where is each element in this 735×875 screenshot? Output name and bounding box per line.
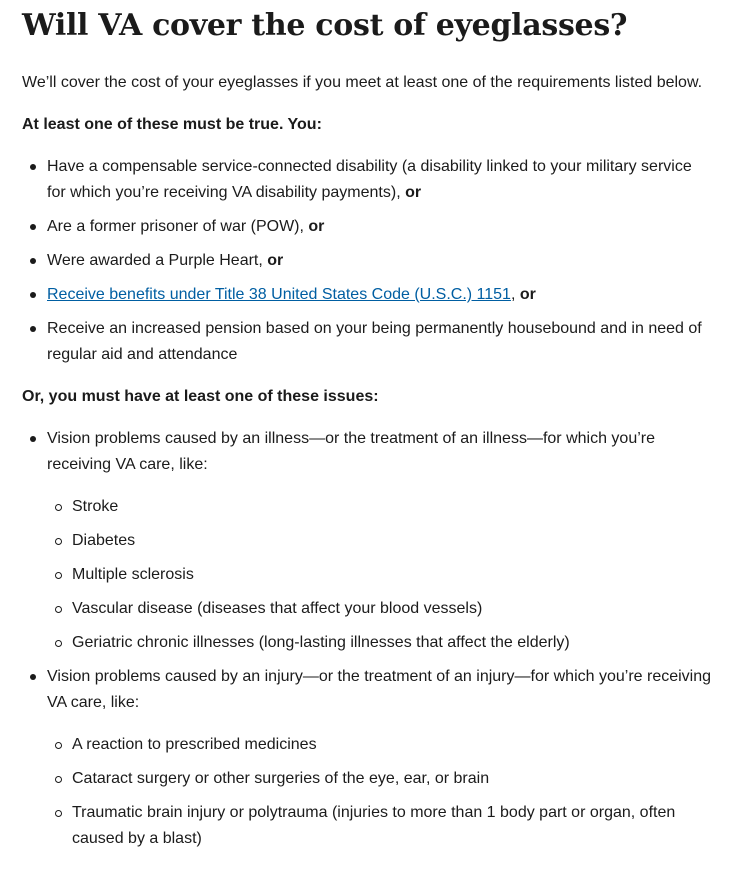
list-item (47, 214, 713, 240)
sub-list-item: Geriatric chronic illnesses (long-lasting illnesses that affect the elderly) (72, 630, 713, 656)
or-conjunction: or (519, 286, 536, 303)
or-conjunction: or (267, 252, 284, 269)
sub-list-item: Cataract surgery or other surgeries of the eye, ear, or brain (72, 766, 713, 792)
intro-text: We’ll cover the cost of your eyeglasses if you meet at least one of the requirements listed below. (22, 74, 703, 91)
list-item (47, 316, 713, 368)
list-item (47, 664, 713, 852)
sub-list-item: A reaction to prescribed medicines (72, 732, 713, 758)
sub-list-item: Vascular disease (diseases that affect your blood vessels) (72, 596, 713, 622)
illness-examples-list (47, 494, 713, 656)
requirements-list (22, 154, 713, 368)
page-title: Will VA cover the cost of eyeglasses? (22, 8, 628, 43)
or-conjunction: or (308, 218, 325, 235)
title-38-usc-1151-link[interactable]: Receive benefits under Title 38 United States Code (U.S.C.) 1151 (47, 286, 511, 303)
sub-list-item: Stroke (72, 494, 713, 520)
list-item (47, 282, 713, 308)
list-item (47, 426, 713, 656)
list-item-text: Receive an increased pension based on your being permanently housebound and in need of regular aid and attendance (47, 320, 702, 363)
injury-examples-list (47, 732, 713, 852)
sub-list-item: Diabetes (72, 528, 713, 554)
list-item (47, 154, 713, 206)
sub-list-item: Multiple sclerosis (72, 562, 713, 588)
issues-list (22, 426, 713, 852)
requirements-label: At least one of these must be true. You: (22, 116, 322, 133)
list-item-text: Were awarded a Purple Heart, (47, 252, 268, 269)
list-item (47, 248, 713, 274)
list-item-text: Vision problems caused by an injury—or the treatment of an injury—for which you’re receiving VA care, like: (47, 668, 712, 711)
list-item-text: Have a compensable service-connected disability (a disability linked to your military service for which you’re receiving VA disability payments), (47, 158, 692, 201)
list-item-text: Are a former prisoner of war (POW), (47, 218, 309, 235)
list-item-text: Vision problems caused by an illness—or the treatment of an illness—for which you’re receiving VA care, like: (47, 430, 655, 473)
list-item-text: , (510, 286, 520, 303)
or-conjunction: or (405, 184, 422, 201)
issues-label: Or, you must have at least one of these issues: (22, 388, 379, 405)
sub-list-item: Traumatic brain injury or polytrauma (injuries to more than 1 body part or organ, often caused by a blast) (72, 800, 713, 852)
